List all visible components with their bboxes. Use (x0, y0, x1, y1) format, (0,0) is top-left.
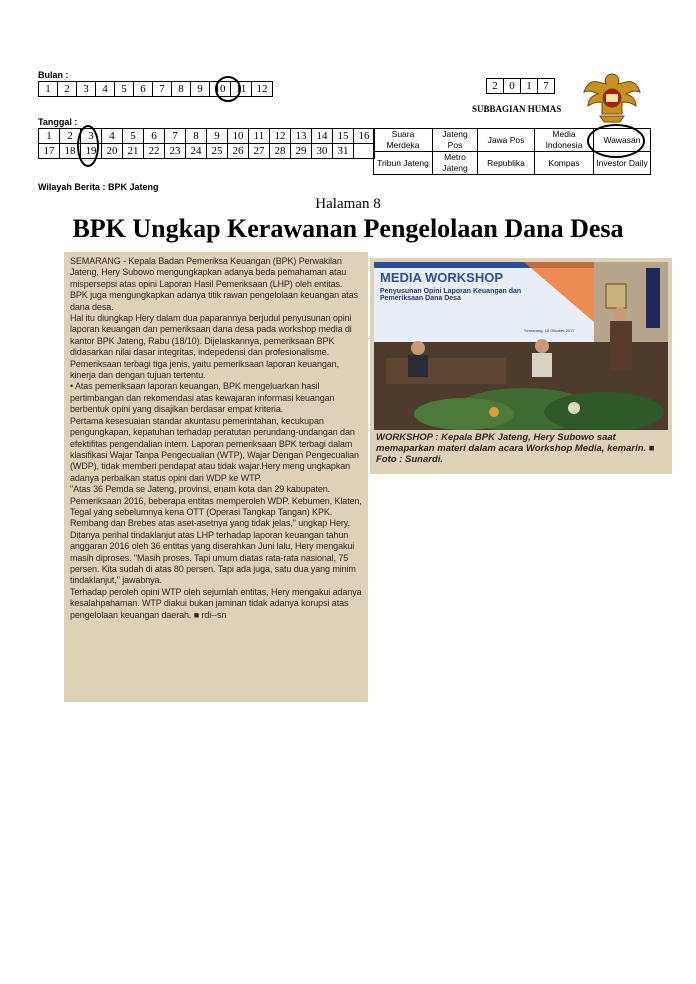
article-clip (64, 252, 368, 702)
banner-subtitle: Penyusunan Opini Laporan Keuangan dan Pemeriksaan Dana Desa (380, 288, 522, 302)
publication-cell: Kompas (535, 152, 594, 175)
photo-clip (370, 258, 672, 474)
banner-date: Semarang, 18 Oktober 2017 (524, 328, 575, 333)
date-cell: 29 (291, 144, 312, 159)
publication-cell: Media Indonesia (535, 129, 594, 152)
date-cell: 2 (60, 129, 81, 144)
date-cell: 1 (39, 129, 60, 144)
publication-cell: Jateng Pos (433, 129, 478, 152)
publication-cell: Wawasan (594, 129, 651, 152)
month-cell: 10 (210, 82, 231, 97)
date-cell: 30 (312, 144, 333, 159)
date-cell (354, 144, 375, 159)
date-cell: 31 (333, 144, 354, 159)
month-cell: 1 (39, 82, 58, 97)
month-cell: 11 (231, 82, 252, 97)
year-digit-cell: 7 (538, 79, 555, 94)
date-cell: 26 (228, 144, 249, 159)
date-cell: 19 (81, 144, 102, 159)
date-cell: 16 (354, 129, 375, 144)
date-cell: 8 (186, 129, 207, 144)
date-cell: 10 (228, 129, 249, 144)
month-cell: 5 (115, 82, 134, 97)
date-cell: 24 (186, 144, 207, 159)
publication-cell: Tribun Jateng (374, 152, 433, 175)
tanggal-label: Tanggal : (38, 117, 78, 127)
subbagian-label: SUBBAGIAN HUMAS (472, 104, 562, 114)
publication-cell: Metro Jateng (433, 152, 478, 175)
month-cell: 9 (191, 82, 210, 97)
month-cell: 8 (172, 82, 191, 97)
year-digit-cell: 2 (487, 79, 504, 94)
year-digit-cell: 1 (521, 79, 538, 94)
month-cell: 7 (153, 82, 172, 97)
date-cell: 18 (60, 144, 81, 159)
month-cell: 12 (252, 82, 273, 97)
date-cell: 23 (165, 144, 186, 159)
date-cell: 5 (123, 129, 144, 144)
date-cell: 7 (165, 129, 186, 144)
month-cell: 6 (134, 82, 153, 97)
date-cell: 13 (291, 129, 312, 144)
wilayah-berita: Wilayah Berita : BPK Jateng (38, 182, 159, 192)
publication-cell: Republika (478, 152, 535, 175)
page-number: Halaman 8 (315, 196, 381, 212)
headline: BPK Ungkap Kerawanan Pengelolaan Dana Desa (72, 214, 624, 243)
date-cell: 25 (207, 144, 228, 159)
article-body: SEMARANG - Kepala Badan Pemeriksa Keuangan (BPK) Perwakilan Jateng, Hery Subowo mengungkapkan adanya beda pemahaman atau mispersepsi atas opini Laporan Hasil Pemeriksaan (LHP) oleh entitas. BPK juga mengungkapkan adanya titik rawan pengelolaan keuangan atas dana desa. Hal itu diungkap Hery dalam dua paparannya berjudul penyusunan opini laporan keuangan dan pemeriksaan dana desa pada workshop media di kantor BPK Jateng, Rabu (18/10). Dijelaskannya, pemeriksaan BPK didasarkan nilai dasar integritas, indepedensi dan profesionalisme. Pemeriksaan terbagi tiga jenis, yaitu pemeriksaan laporan keuangan, kinerja dan dengan tujuan tertentu. • Atas pemeriksaan laporan keuangan, BPK mengeluarkan hasil pertimbangan dan rekomendasi atas kewajaran informasi keuangan berbentuk opini yang disajikan berdasar empat kriteria. Pertama kesesuaian standar akuntasu pemerintahan, kecukupan pengungkapan, kepatuhan terhadap peratutan perundang-undangan dan efektifitas pengendalian intern. Laporan pemeriksaan BPK terbagi dalam klasifikasi Wajar Tanpa Pengecualian (WTP), Wajar Dengan Pengecualian (WDP), tidak memberi pendapat atau tidak wajar.Hery meng ungkapkan adanya perbaikan status opini dari WDP ke WTP. "Atas 36 Pemda se Jateng, provinsi, enam kota dan 29 kabupaten. Pemeriksaan 2016, beberapa entitas memperoleh WDP. Kebumen, Klaten, Tegal yang sebelumnya kena OTT (Operasi Tangkap Tangan) KPK. Rembang dan Brebes atas aset-asetnya yang tidak jelas," ungkap Hery. Ditanya perihal tindaklanjut atas LHP terhadap laporan keuangan tahun anggaran 2016 oleh 36 entitas yang diserahkan Juni lalu, Hery mengakui masih diproses. "Masih proses. Tapi umum diatas rata-rata nasional, 75 persen. Kita sudah di atas 80 persen. Tapi ada juga, satu dua yang minim tindaklanjut," jawabnya. Terhadap peroleh opini WTP oleh sejumlah entitas, Hery mengakui adanya kesalahpahaman. WTP diakui bukan jaminan tidak adanya korupsi atas pengelolaan keuangan daerah. ■ rdi--sn (70, 256, 362, 620)
publication-selection-circle (587, 124, 645, 158)
date-cell: 27 (249, 144, 270, 159)
date-cell: 11 (249, 129, 270, 144)
date-cell: 6 (144, 129, 165, 144)
date-cell: 21 (123, 144, 144, 159)
date-cell: 9 (207, 129, 228, 144)
date-cell: 3 (81, 129, 102, 144)
month-cell: 4 (96, 82, 115, 97)
month-cell: 3 (77, 82, 96, 97)
date-cell: 17 (39, 144, 60, 159)
date-selection-circle (77, 125, 99, 167)
date-cell: 20 (102, 144, 123, 159)
year-digit-cell: 0 (504, 79, 521, 94)
photo-caption: WORKSHOP : Kepala BPK Jateng, Hery Subowo saat memaparkan materi dalam acara Workshop Media, kemarin. ■ Foto : Sunardi. (376, 432, 655, 465)
month-selection-circle (215, 76, 241, 102)
date-cell: 15 (333, 129, 354, 144)
month-cell: 2 (58, 82, 77, 97)
publication-cell: Suara Merdeka (374, 129, 433, 152)
date-cell: 22 (144, 144, 165, 159)
publication-cell: Investor Daily (594, 152, 651, 175)
workshop-photo (374, 262, 668, 430)
date-cell: 14 (312, 129, 333, 144)
bpk-emblem (580, 68, 644, 124)
date-cell: 4 (102, 129, 123, 144)
bulan-label: Bulan : (38, 70, 69, 80)
year-box (486, 78, 555, 94)
banner-title: MEDIA WORKSHOP (380, 270, 504, 285)
date-cell: 28 (270, 144, 291, 159)
date-cell: 12 (270, 129, 291, 144)
publication-cell: Jawa Pos (478, 129, 535, 152)
